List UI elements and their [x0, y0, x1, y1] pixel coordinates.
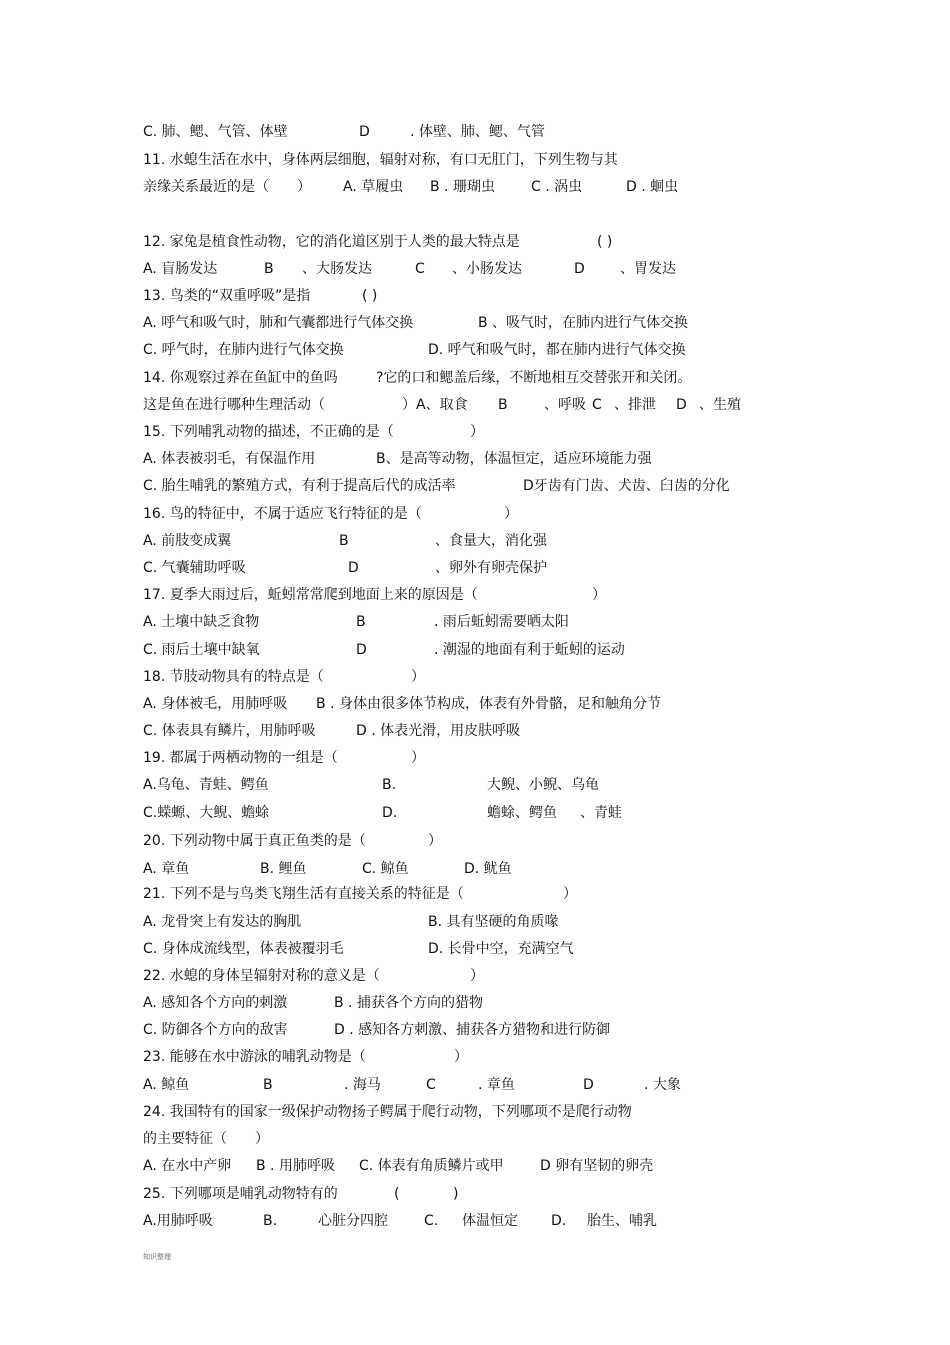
text-line — [0, 504, 950, 524]
text-line — [0, 476, 950, 496]
line-text: A. 体表被羽毛，有保温作用 — [143, 451, 316, 467]
line-text: C. 气囊辅助呼吸 — [143, 560, 246, 576]
text-line — [0, 585, 950, 605]
line-segment: D — [356, 642, 367, 658]
text-line — [0, 612, 950, 632]
text-line — [0, 1156, 950, 1176]
line-segment: ） — [504, 506, 518, 522]
text-line — [0, 803, 950, 823]
text-line — [0, 1211, 950, 1231]
line-segment: C. 体表有角质鳞片或甲 — [359, 1158, 504, 1174]
line-text: 18. 节肢动物具有的特点是（ — [143, 669, 324, 685]
line-text: A. 前肢变成翼 — [143, 533, 232, 549]
line-text: 21. 下列不是与鸟类飞翔生活有直接关系的特征是（ — [143, 886, 464, 902]
line-segment: D. 鱿鱼 — [464, 861, 512, 877]
line-text: 15. 下列哺乳动物的描述，不正确的是（ — [143, 424, 394, 440]
line-segment: D — [583, 1077, 594, 1093]
line-segment: D — [348, 560, 359, 576]
line-segment: D. 长骨中空，充满空气 — [428, 941, 574, 957]
line-segment: 胎生、哺乳 — [587, 1213, 657, 1229]
line-segment: B . 用肺呼吸 — [256, 1158, 335, 1174]
line-text: A. 龙骨突上有发达的胸肌 — [143, 914, 302, 930]
line-segment: B. 具有坚硬的角质喙 — [428, 914, 559, 930]
line-text: 12. 家兔是植食性动物，它的消化道区别于人类的最大特点是 — [143, 234, 520, 250]
line-segment: ） — [563, 886, 577, 902]
line-segment: D . 感知各方刺激、捕获各方猎物和进行防御 — [334, 1022, 611, 1038]
line-segment: D. — [382, 805, 398, 821]
line-segment: B — [498, 397, 508, 413]
line-segment: 、小肠发达 — [452, 261, 522, 277]
text-line — [0, 912, 950, 932]
line-segment: B. 鲤鱼 — [260, 861, 307, 877]
line-segment: ) — [453, 1186, 459, 1202]
line-segment: D . 蛔虫 — [626, 179, 679, 195]
text-line — [0, 177, 950, 197]
line-text: C. 呼气时，在肺内进行气体交换 — [143, 342, 344, 358]
line-text: 这是鱼在进行哪种生理活动（ — [143, 397, 325, 413]
line-segment: B . 捕获各个方向的猎物 — [334, 995, 483, 1011]
line-segment: 大鲵、小鲵、乌龟 — [487, 777, 599, 793]
text-line — [0, 558, 950, 578]
line-segment: D 卵有坚韧的卵壳 — [540, 1158, 654, 1174]
text-line — [0, 232, 950, 252]
line-segment: 、生殖 — [699, 397, 741, 413]
line-text: 11. 水螅生活在水中，身体两层细胞，辐射对称，有口无肛门，下列生物与其 — [143, 152, 618, 168]
line-segment: D . 体表光滑，用皮肤呼吸 — [356, 723, 521, 739]
line-segment: D. — [551, 1213, 567, 1229]
text-line — [0, 1047, 950, 1067]
line-segment: ） — [411, 669, 425, 685]
text-line — [0, 368, 950, 388]
line-segment: B — [264, 261, 274, 277]
line-text: A. 在水中产卵 — [143, 1158, 232, 1174]
line-segment: 、呼吸 — [544, 397, 586, 413]
text-line — [0, 150, 950, 170]
line-segment: ( ) — [362, 288, 378, 304]
text-line — [0, 1184, 950, 1204]
line-text: A.用肺呼吸 — [143, 1213, 213, 1229]
line-segment: 、食量大，消化强 — [435, 533, 547, 549]
line-segment: ） — [470, 968, 484, 984]
line-segment: D. 呼气和吸气时，都在肺内进行气体交换 — [428, 342, 686, 358]
line-text: C. 胎生哺乳的繁殖方式，有利于提高后代的成活率 — [143, 478, 456, 494]
line-text: 17. 夏季大雨过后，蚯蚓常常爬到地面上来的原因是（ — [143, 587, 478, 603]
text-line — [0, 993, 950, 1013]
line-segment: D — [574, 261, 585, 277]
text-line — [0, 340, 950, 360]
line-segment: 体温恒定 — [462, 1213, 518, 1229]
line-segment: . 海马 — [344, 1077, 381, 1093]
line-text: 22. 水螅的身体呈辐射对称的意义是（ — [143, 968, 380, 984]
line-segment: 、排泄 — [614, 397, 656, 413]
line-segment: . 章鱼 — [478, 1077, 515, 1093]
line-segment: B — [339, 533, 349, 549]
text-line — [0, 775, 950, 795]
text-line — [0, 531, 950, 551]
line-segment: D — [676, 397, 687, 413]
line-segment: C. — [424, 1213, 439, 1229]
line-segment: ( ) — [597, 234, 613, 250]
line-text: A. 感知各个方向的刺激 — [143, 995, 288, 1011]
text-line — [0, 1102, 950, 1122]
line-text: 13. 鸟类的“双重呼吸”是指 — [143, 288, 311, 304]
line-segment: . 大象 — [644, 1077, 681, 1093]
line-segment: C . 涡虫 — [531, 179, 583, 195]
line-segment: B. — [382, 777, 397, 793]
line-segment: . 雨后蚯蚓需要晒太阳 — [434, 614, 569, 630]
line-text: C.蝾螈、大鲵、蟾蜍 — [143, 805, 270, 821]
text-line — [0, 449, 950, 469]
text-line — [0, 694, 950, 714]
text-line — [0, 1020, 950, 1040]
line-segment: B — [356, 614, 366, 630]
text-line — [0, 859, 950, 879]
line-segment: ） — [411, 750, 425, 766]
line-segment: ） — [428, 833, 442, 849]
text-line — [0, 831, 950, 851]
line-text: 19. 都属于两栖动物的一组是（ — [143, 750, 338, 766]
line-segment: ） — [470, 424, 484, 440]
line-text: A. 身体被毛，用肺呼吸 — [143, 696, 288, 712]
text-line — [0, 640, 950, 660]
line-text: C. 体表具有鳞片，用肺呼吸 — [143, 723, 316, 739]
line-segment: C. 鲸鱼 — [362, 861, 409, 877]
line-segment: 、卵外有卵壳保护 — [435, 560, 547, 576]
line-segment: ( — [394, 1186, 400, 1202]
line-segment: ?它的口和鳃盖后缘，不断地相互交替张开和关闭。 — [376, 370, 692, 386]
line-text: 23. 能够在水中游泳的哺乳动物是（ — [143, 1049, 366, 1065]
line-text: A.乌龟、青蛙、鳄鱼 — [143, 777, 269, 793]
line-text: 14. 你观察过养在鱼缸中的鱼吗 — [143, 370, 338, 386]
text-line — [0, 748, 950, 768]
line-segment: 心脏分四腔 — [318, 1213, 388, 1229]
text-line — [0, 966, 950, 986]
text-line — [0, 395, 950, 415]
line-segment: D牙齿有门齿、犬齿、臼齿的分化 — [523, 478, 730, 494]
line-segment: C — [592, 397, 602, 413]
line-text: 20. 下列动物中属于真正鱼类的是（ — [143, 833, 366, 849]
line-text: A. 呼气和吸气时，肺和气囊都进行气体交换 — [143, 315, 414, 331]
page-footer: 知识整理 — [143, 1253, 171, 1261]
line-segment: B — [263, 1077, 273, 1093]
line-text: 25. 下列哪项是哺乳动物特有的 — [143, 1186, 338, 1202]
line-text: A. 盲肠发达 — [143, 261, 218, 277]
line-segment: B、是高等动物，体温恒定，适应环境能力强 — [376, 451, 652, 467]
line-text: 亲缘关系最近的是（ ） — [143, 179, 311, 195]
line-segment: . 潮湿的地面有利于蚯蚓的运动 — [434, 642, 625, 658]
text-line — [0, 1129, 950, 1149]
line-text: A. 鲸鱼 — [143, 1077, 190, 1093]
text-line — [0, 422, 950, 442]
line-segment: A. 草履虫 — [343, 179, 404, 195]
line-text: 的主要特征（ ） — [143, 1131, 269, 1147]
line-text: 24. 我国特有的国家一级保护动物扬子鳄属于爬行动物，下列哪项不是爬行动物 — [143, 1104, 632, 1120]
line-text: A. 章鱼 — [143, 861, 190, 877]
text-line — [0, 1075, 950, 1095]
line-segment: 、青蛙 — [580, 805, 622, 821]
line-segment: 蟾蜍、鳄鱼 — [487, 805, 557, 821]
line-segment: B . 珊瑚虫 — [430, 179, 495, 195]
text-line — [0, 286, 950, 306]
line-text: C. 身体成流线型，体表被覆羽毛 — [143, 941, 344, 957]
line-segment: C — [426, 1077, 436, 1093]
line-segment: B. — [263, 1213, 278, 1229]
line-text: C. 肺、鳃、气管、体壁 — [143, 124, 288, 140]
line-segment: . 体壁、肺、鳃、气管 — [410, 124, 545, 140]
text-line — [0, 721, 950, 741]
line-segment: 、大肠发达 — [302, 261, 372, 277]
line-segment: ）A、取食 — [402, 397, 468, 413]
line-segment: ） — [454, 1049, 468, 1065]
line-segment: C — [415, 261, 425, 277]
text-line — [0, 884, 950, 904]
line-segment: B 、吸气时，在肺内进行气体交换 — [478, 315, 689, 331]
line-segment: 、胃发达 — [620, 261, 676, 277]
text-line — [0, 939, 950, 959]
text-line — [0, 667, 950, 687]
line-segment: B . 身体由很多体节构成，体表有外骨骼，足和触角分节 — [316, 696, 661, 712]
line-text: 16. 鸟的特征中，不属于适应飞行特征的是（ — [143, 506, 422, 522]
line-text: A. 土壤中缺乏食物 — [143, 614, 260, 630]
line-text: C. 雨后土壤中缺氧 — [143, 642, 260, 658]
line-segment: D — [359, 124, 370, 140]
line-segment: ） — [592, 587, 606, 603]
text-line — [0, 259, 950, 279]
text-line — [0, 313, 950, 333]
text-line — [0, 122, 950, 142]
line-text: C. 防御各个方向的敌害 — [143, 1022, 288, 1038]
